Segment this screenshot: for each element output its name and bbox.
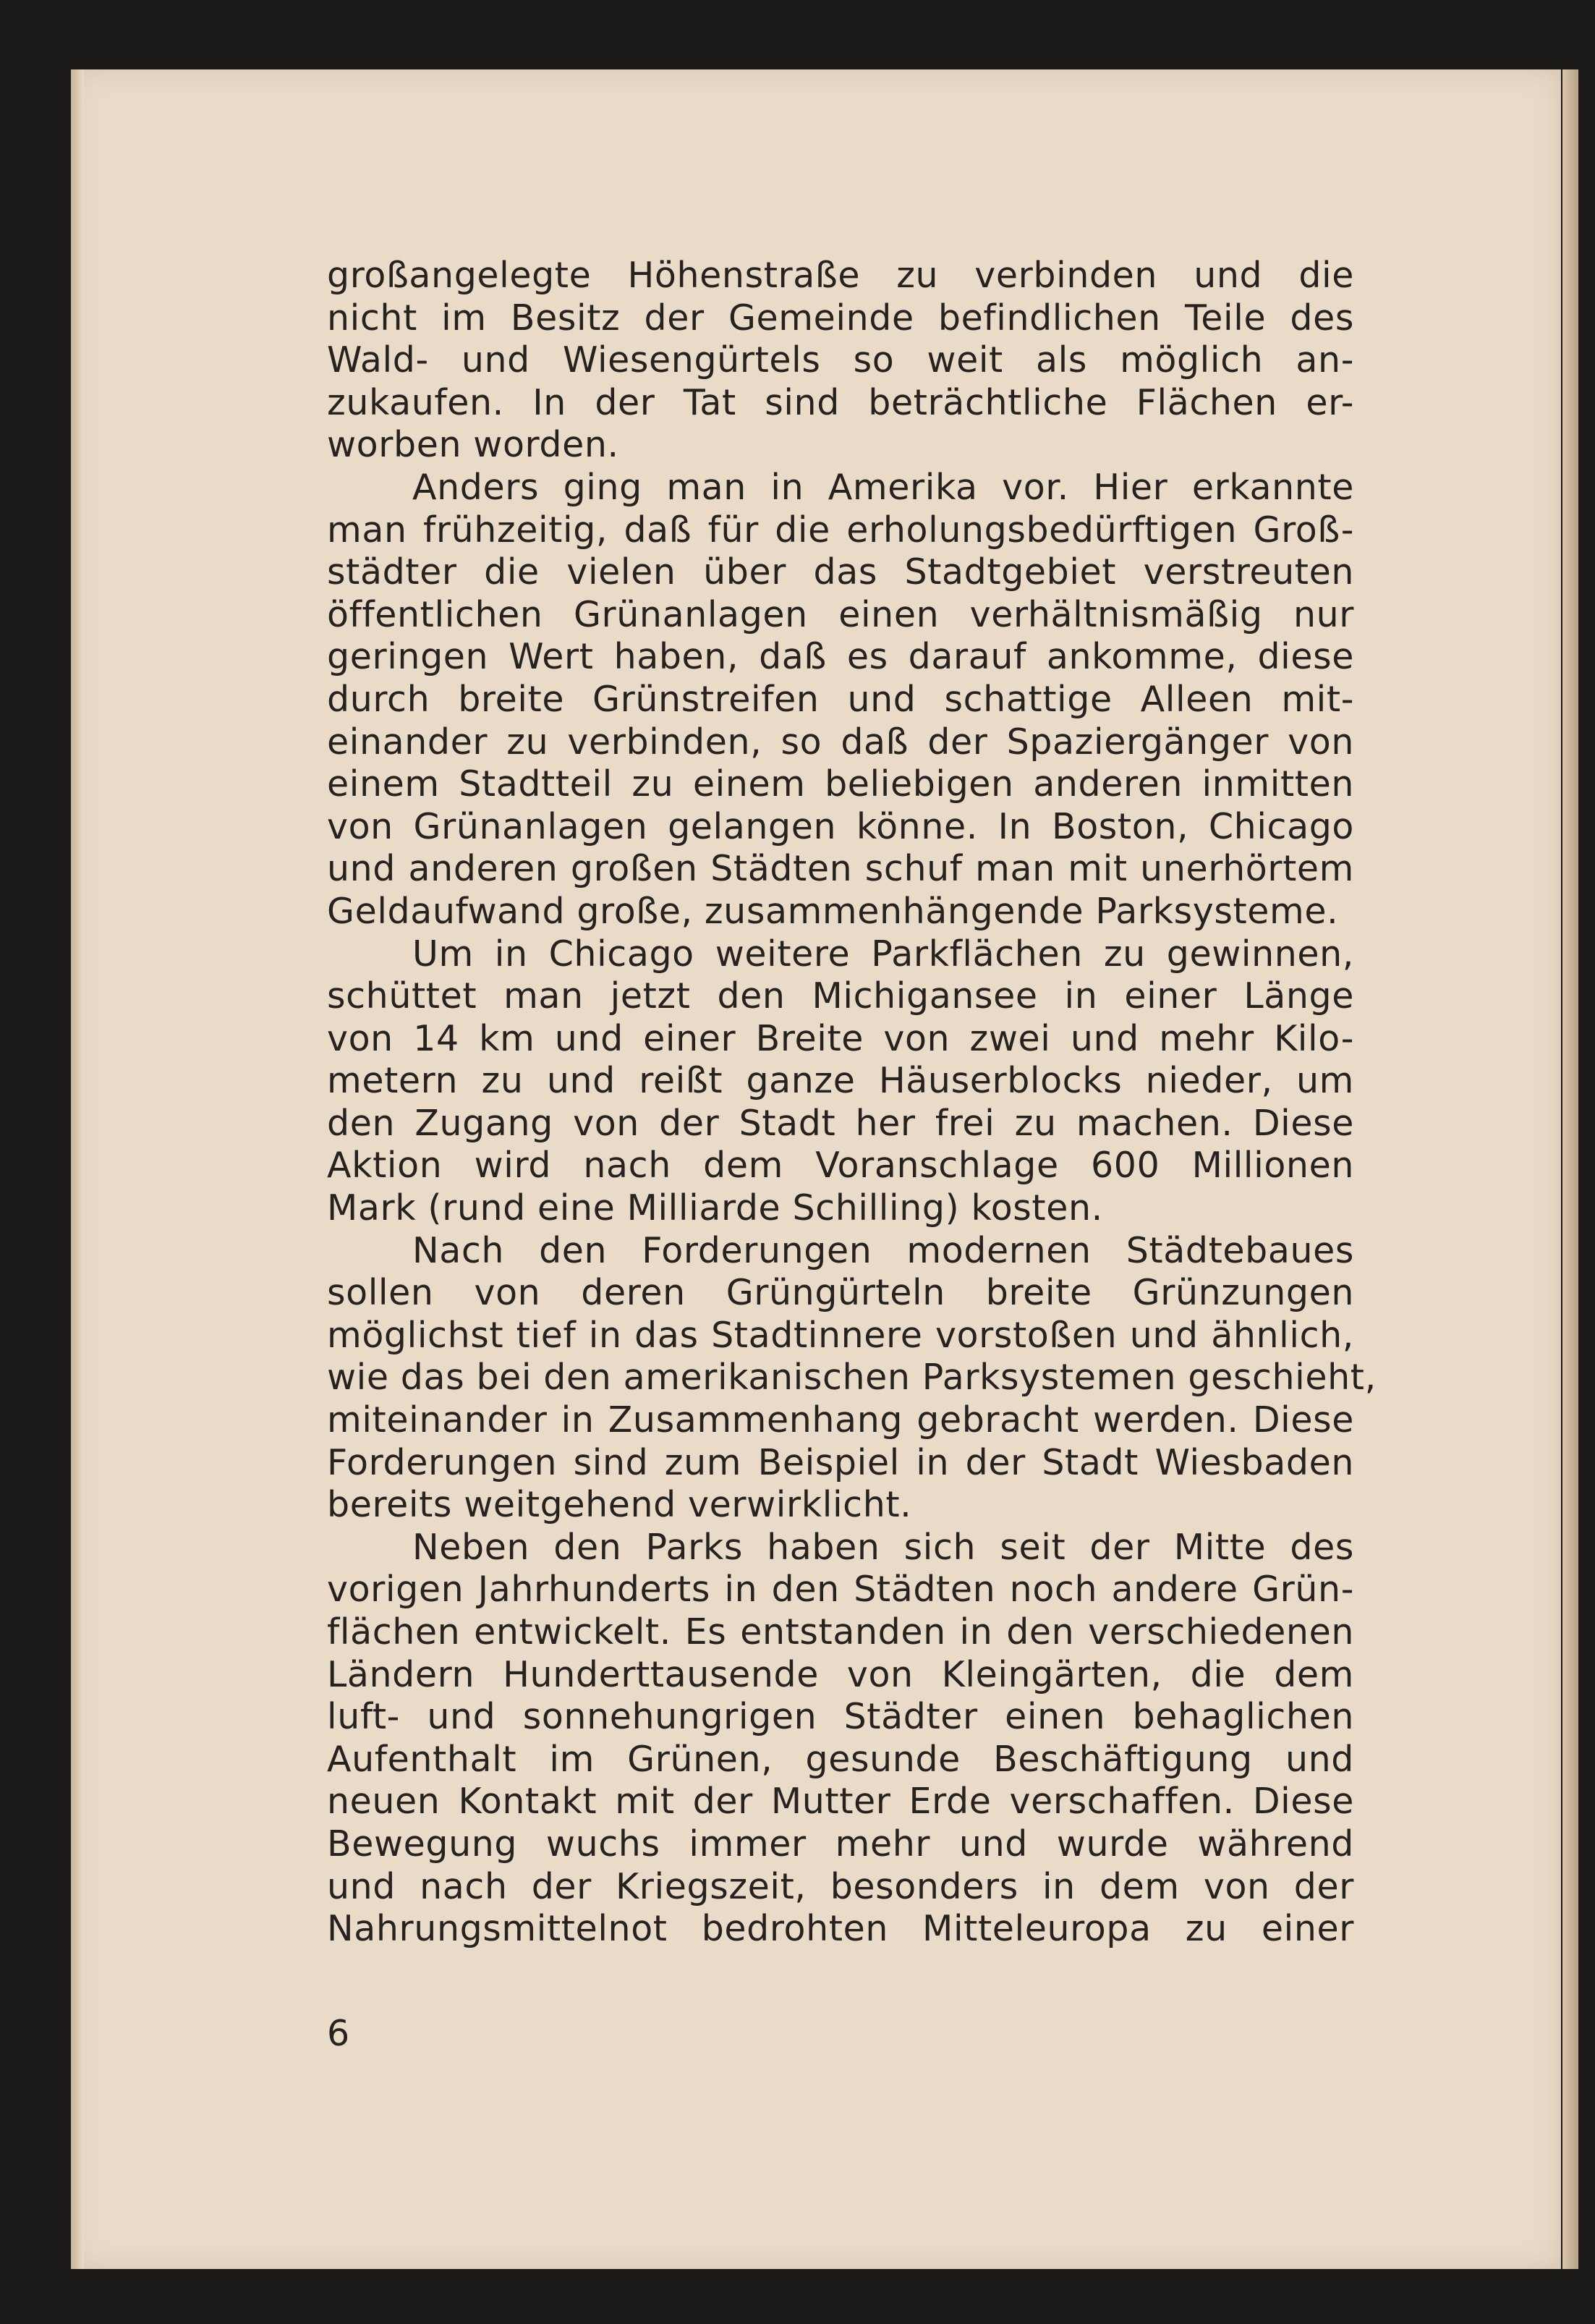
text-line: bereits weitgehend verwirklicht. xyxy=(327,1484,912,1526)
text-line: einander zu verbinden, so daß der Spaziergänger von xyxy=(327,721,1354,763)
text-line: und anderen großen Städten schuf man mit unerhörtem xyxy=(327,848,1354,890)
text-line: Nahrungsmittelnot bedrohten Mitteleuropa zu einer xyxy=(327,1908,1354,1950)
page-number: 6 xyxy=(327,2013,350,2054)
facing-page-edge xyxy=(1562,69,1578,2269)
text-line: miteinander in Zusammenhang gebracht werden. Diese xyxy=(327,1399,1354,1441)
text-line: worben worden. xyxy=(327,424,619,466)
paragraph xyxy=(327,933,1354,1230)
paragraph xyxy=(327,467,1354,933)
text-line: Bewegung wuchs immer mehr und wurde während xyxy=(327,1823,1354,1865)
text-line: neuen Kontakt mit der Mutter Erde verschaffen. Diese xyxy=(327,1781,1354,1823)
paragraph xyxy=(327,255,1354,467)
paragraph xyxy=(327,1229,1377,1527)
text-line: einem Stadtteil zu einem beliebigen anderen inmitten xyxy=(327,763,1354,805)
text-line: Wald- und Wiesengürtels so weit als möglich an- xyxy=(327,339,1354,381)
text-line: Anders ging man in Amerika vor. Hier erkannte xyxy=(412,466,1354,508)
text-line: öffentlichen Grünanlagen einen verhältnismäßig nur xyxy=(327,593,1354,635)
text-line: flächen entwickelt. Es entstanden in den verschiedenen xyxy=(327,1611,1354,1653)
text-line: Aufenthalt im Grünen, gesunde Beschäftigung und xyxy=(327,1738,1354,1780)
text-line: Neben den Parks haben sich seit der Mitte des xyxy=(412,1526,1354,1568)
text-line: schüttet man jetzt den Michigansee in einer Länge xyxy=(327,975,1354,1017)
text-line: luft- und sonnehungrigen Städter einen behaglichen xyxy=(327,1696,1354,1738)
text-line: und nach der Kriegszeit, besonders in dem von der xyxy=(327,1865,1354,1907)
text-line: Um in Chicago weitere Parkflächen zu gewinnen, xyxy=(412,933,1354,975)
text-line: Mark (rund eine Milliarde Schilling) kosten. xyxy=(327,1187,1103,1229)
text-line: man frühzeitig, daß für die erholungsbedürftigen Groß- xyxy=(327,509,1354,551)
text-line: großangelegte Höhenstraße zu verbinden und die xyxy=(327,255,1354,296)
text-line: zukaufen. In der Tat sind beträchtliche Flächen er- xyxy=(327,381,1354,423)
text-line: von 14 km und einer Breite von zwei und mehr Kilo- xyxy=(327,1017,1354,1059)
text-line: Ländern Hunderttausende von Kleingärten, die dem xyxy=(327,1653,1354,1695)
text-line: vorigen Jahrhunderts in den Städten noch andere Grün- xyxy=(327,1569,1354,1611)
text-line: nicht im Besitz der Gemeinde befindlichen Teile des xyxy=(327,297,1354,339)
text-line: Nach den Forderungen modernen Städtebaues xyxy=(412,1229,1354,1271)
paragraph xyxy=(327,1527,1354,1951)
text-line: wie das bei den amerikanischen Parksystemen geschieht, xyxy=(327,1357,1377,1399)
text-line: Aktion wird nach dem Voranschlage 600 Millionen xyxy=(327,1145,1354,1187)
body-text xyxy=(327,255,1377,1951)
text-line: den Zugang von der Stadt her frei zu machen. Diese xyxy=(327,1102,1354,1144)
text-line: Forderungen sind zum Beispiel in der Stadt Wiesbaden xyxy=(327,1441,1354,1483)
text-line: geringen Wert haben, daß es darauf ankomme, diese xyxy=(327,636,1354,678)
text-line: Geldaufwand große, zusammenhängende Parksysteme. xyxy=(327,890,1339,932)
text-line: von Grünanlagen gelangen könne. In Boston, Chicago xyxy=(327,805,1354,847)
text-line: möglichst tief in das Stadtinnere vorstoßen und ähnlich, xyxy=(327,1314,1354,1356)
text-line: städter die vielen über das Stadtgebiet verstreuten xyxy=(327,551,1354,593)
text-line: metern zu und reißt ganze Häuserblocks nieder, um xyxy=(327,1060,1354,1102)
text-line: sollen von deren Grüngürteln breite Grünzungen xyxy=(327,1272,1354,1314)
text-line: durch breite Grünstreifen und schattige Alleen mit- xyxy=(327,678,1354,720)
